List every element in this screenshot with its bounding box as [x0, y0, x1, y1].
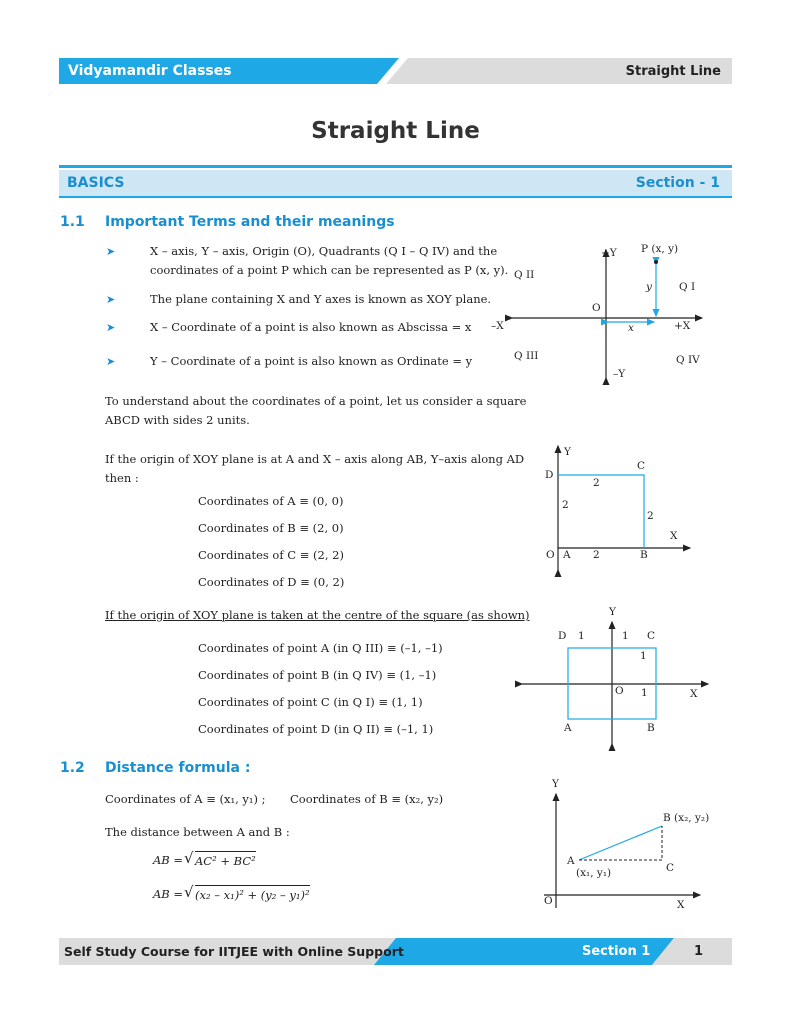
- fig3-label-b: B: [647, 722, 655, 734]
- fig4-segment-ab: [579, 826, 662, 860]
- fig3-label-one-left: 1: [578, 630, 585, 642]
- fig2-label-left: 2: [562, 499, 569, 511]
- fig2-label-x: X: [670, 530, 678, 542]
- fig2-label-o: O: [546, 549, 555, 561]
- bullet-arrow-icon: ➤: [106, 293, 116, 306]
- fig1-label-origin: O: [592, 302, 601, 314]
- fig4-label-x: X: [677, 899, 685, 911]
- fig1-point-p: [654, 260, 658, 264]
- fig2-label-b: B: [640, 549, 648, 561]
- fig4-label-a: A: [567, 855, 575, 867]
- fig3-label-one-x: 1: [641, 687, 648, 699]
- section-1-2-heading: Distance formula :: [105, 760, 251, 776]
- coord-b-text: Coordinates of B ≡ (x₂, y₂): [290, 792, 444, 806]
- fig1-label-q2: Q II: [514, 269, 535, 281]
- fig1-label-q4: Q IV: [676, 354, 700, 366]
- fig3-label-c: C: [647, 630, 656, 642]
- bullet-3: X – Coordinate of a point is also known as Abscissa = x: [150, 320, 472, 334]
- sqrt-icon: √: [184, 849, 194, 867]
- fig4-label-b: B (x₂, y₂): [663, 812, 710, 824]
- fig3-label-d: D: [558, 630, 567, 642]
- distance-text: The distance between A and B :: [105, 825, 290, 839]
- coord-c-origin-a: Coordinates of C ≡ (2, 2): [198, 548, 344, 562]
- bullet-arrow-icon: ➤: [106, 245, 116, 258]
- sqrt-icon: √: [184, 883, 194, 901]
- bullet-arrow-icon: ➤: [106, 355, 116, 368]
- bullet-1-line-1: X – axis, Y – axis, Origin (O), Quadrants (Q I – Q IV) and the: [150, 244, 498, 258]
- fig4-label-a-coord: (x₁, y₁): [576, 867, 612, 879]
- header-brand: Vidyamandir Classes: [68, 63, 232, 79]
- footer-course: Self Study Course for IITJEE with Online Support: [64, 944, 404, 959]
- fig1-label-x: x: [628, 322, 634, 334]
- coord-b-origin-a: Coordinates of B ≡ (2, 0): [198, 521, 344, 535]
- fig2-label-right: 2: [647, 510, 654, 522]
- paragraph-square-2: ABCD with sides 2 units.: [105, 413, 250, 427]
- centre-heading: If the origin of XOY plane is taken at the centre of the square (as shown): [105, 608, 530, 622]
- fig4-label-c: C: [666, 862, 675, 874]
- section-1-1-number: 1.1: [60, 214, 85, 230]
- coord-a-text: Coordinates of A ≡ (x₁, y₁) ;: [105, 792, 266, 806]
- fig2-label-c: C: [637, 460, 646, 472]
- formula-2-radicand: (x₂ – x₁)² + (y₂ – y₁)²: [195, 885, 310, 903]
- fig1-label-y: y: [646, 281, 652, 293]
- fig2-label-a: A: [563, 549, 571, 561]
- formula-2-lhs: AB =: [153, 887, 184, 901]
- footer-page-number: 1: [694, 944, 704, 959]
- paragraph-square-1: To understand about the coordinates of a point, let us consider a square: [105, 394, 527, 408]
- fig4-label-y: Y: [552, 778, 559, 790]
- header-chapter: Straight Line: [625, 64, 721, 79]
- footer-section: Section 1: [582, 944, 651, 959]
- coord-d-centre: Coordinates of point D (in Q II) ≡ (–1, 1): [198, 722, 434, 736]
- fig1-label-q3: Q III: [514, 350, 539, 362]
- fig3-label-o: O: [615, 685, 624, 697]
- fig4-label-o: O: [544, 895, 553, 907]
- fig2-square: [558, 475, 644, 548]
- fig1-label-minus-x: –X: [491, 320, 504, 332]
- fig3-label-one-right: 1: [622, 630, 629, 642]
- paragraph-origin-1: If the origin of XOY plane is at A and X – axis along AB, Y–axis along AD: [105, 452, 525, 466]
- fig3-label-a: A: [564, 722, 572, 734]
- page-title: Straight Line: [311, 118, 480, 144]
- section-number: Section - 1: [635, 175, 720, 191]
- fig1-label-minus-y: –Y: [613, 368, 626, 380]
- fig2-label-d: D: [545, 469, 554, 481]
- bullet-1-line-2: coordinates of a point P which can be represented as P (x, y).: [150, 263, 509, 277]
- fig1-label-q1: Q I: [679, 281, 696, 293]
- fig3-label-one-c: 1: [640, 650, 647, 662]
- section-1-2-number: 1.2: [60, 760, 85, 776]
- paragraph-origin-2: then :: [105, 471, 139, 485]
- fig2-label-top: 2: [593, 477, 600, 489]
- fig1-label-plus-y: +Y: [601, 247, 617, 259]
- section-1-1-heading: Important Terms and their meanings: [105, 214, 395, 230]
- coord-a-centre: Coordinates of point A (in Q III) ≡ (–1, –1): [198, 641, 443, 655]
- formula-1-lhs: AB =: [153, 853, 184, 867]
- fig1-label-p: P (x, y): [641, 243, 679, 255]
- bullet-4: Y – Coordinate of a point is also known as Ordinate = y: [150, 354, 473, 368]
- coord-a-origin-a: Coordinates of A ≡ (0, 0): [198, 494, 344, 508]
- fig2-label-y: Y: [564, 446, 571, 458]
- bullet-2: The plane containing X and Y axes is known as XOY plane.: [150, 292, 492, 306]
- fig3-label-x: X: [690, 688, 698, 700]
- fig2-label-bottom: 2: [593, 549, 600, 561]
- coord-b-centre: Coordinates of point B (in Q IV) ≡ (1, –1): [198, 668, 437, 682]
- formula-1-radicand: AC² + BC²: [195, 851, 256, 869]
- fig1-label-plus-x: +X: [674, 320, 691, 332]
- fig3-label-y: Y: [609, 606, 616, 618]
- coord-d-origin-a: Coordinates of D ≡ (0, 2): [198, 575, 345, 589]
- coord-c-centre: Coordinates of point C (in Q I) ≡ (1, 1): [198, 695, 423, 709]
- section-title: BASICS: [67, 175, 125, 191]
- bullet-arrow-icon: ➤: [106, 321, 116, 334]
